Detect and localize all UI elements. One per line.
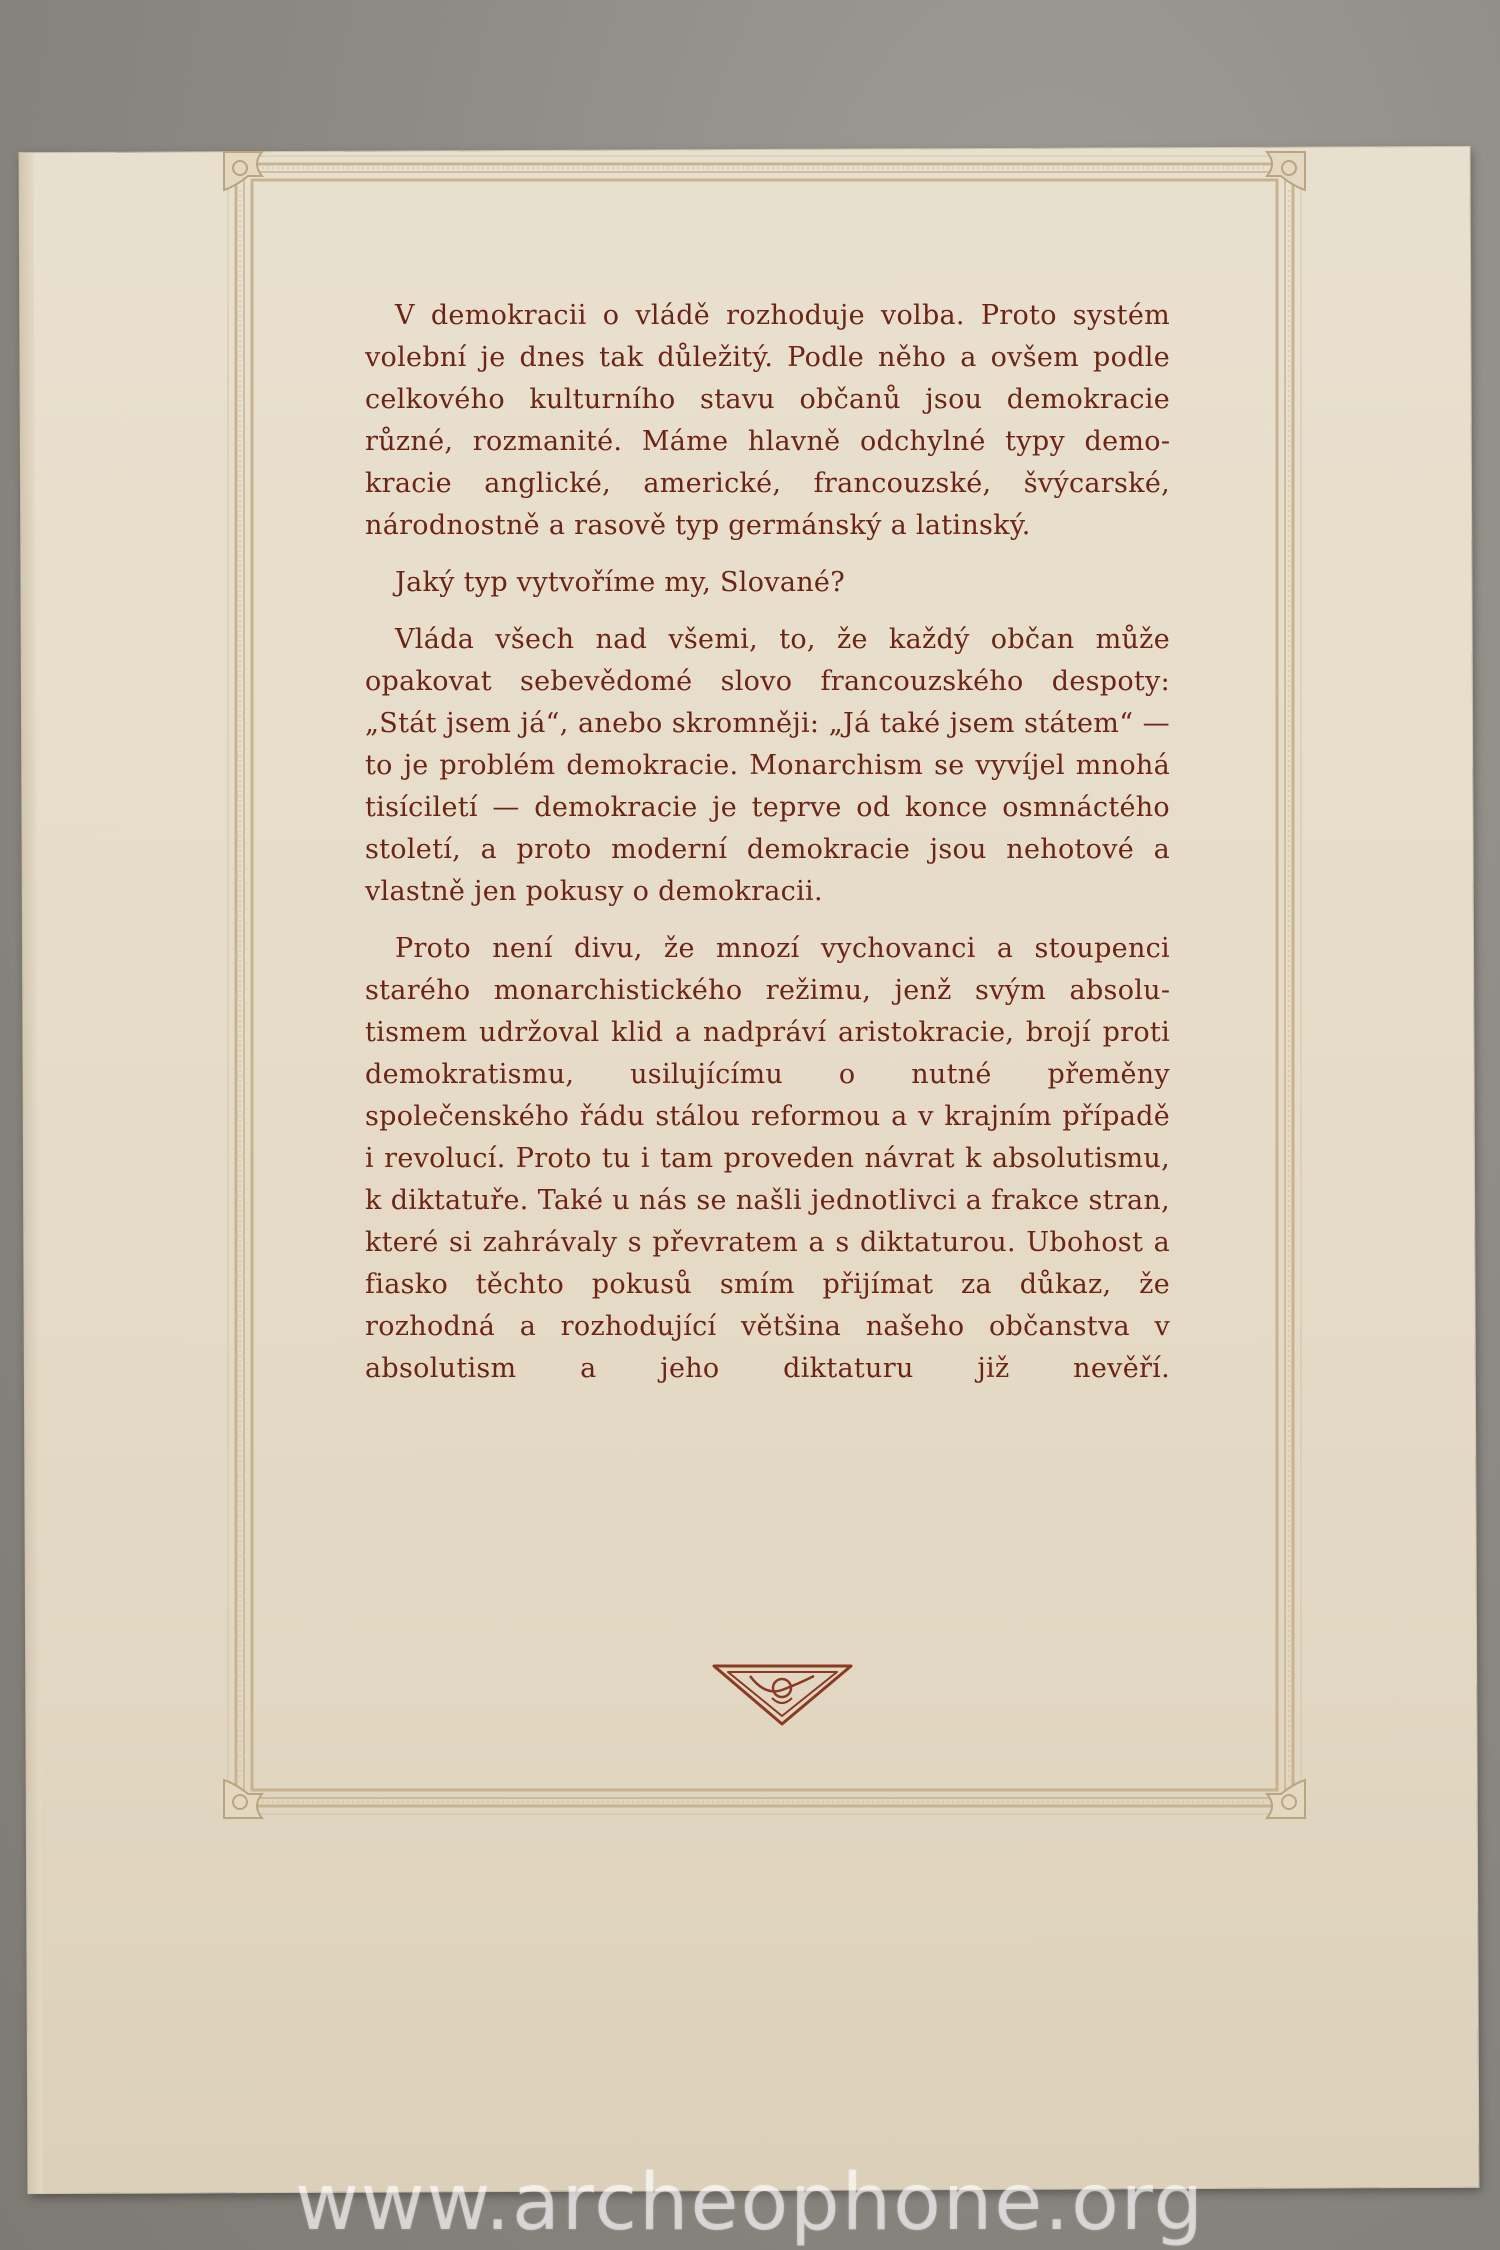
paragraph-3: Vláda všech nad všemi, to, že každý občan může opakovat sebevědomé slovo francouzského despoty: „Stát jsem já“, anebo skromněji: „Já také jsem státem“ — to je problém demokracie. Monarchism se vyvíjel mnohá tisíciletí — demokracie je teprve od konce osmnáctého století, a proto moderní demokracie jsou nehotové a vlastně jen pokusy o demokracii. — [365, 624, 1170, 907]
floral-triangle-ornament-icon — [710, 1660, 855, 1728]
paragraph-4: Proto není divu, že mnozí vychovanci a stoupenci starého monarchistického režimu, jenž svým absolutismem udržoval klid a nadpráví aristokracie, brojí proti demokratismu, usilujícímu o nutné přeměny společenského řádu stálou reformou a v krajním případě i revolucí. Proto tu i tam proveden návrat k absolutismu, k diktatuře. Také u nás se našli jednotlivci a frakce stran, které si zahrávaly s převratem a s diktaturou. Ubohost a fiasko těchto pokusů smím přijímat za důkaz, že rozhodná a rozhodující většina našeho občanstva v absolutism a jeho diktaturu již nevěří. — [365, 933, 1170, 1384]
paragraph-2: Jaký typ vytvoříme my, Slované? — [395, 567, 845, 598]
body-text — [365, 295, 1170, 1405]
watermark-text: www.archeophone.org — [294, 2158, 1205, 2248]
paragraph-1: V demokracii o vládě rozhoduje volba. Proto systém volební je dnes tak důležitý. Podle něho a ovšem podle celkového kulturního stavu občanů jsou demokracie různé, rozmanité. Máme hlavně odchylné typy demokracie anglické, americké, francouzské, švýcarské, národnostně a rasově typ germánský a latinský. — [365, 300, 1170, 541]
